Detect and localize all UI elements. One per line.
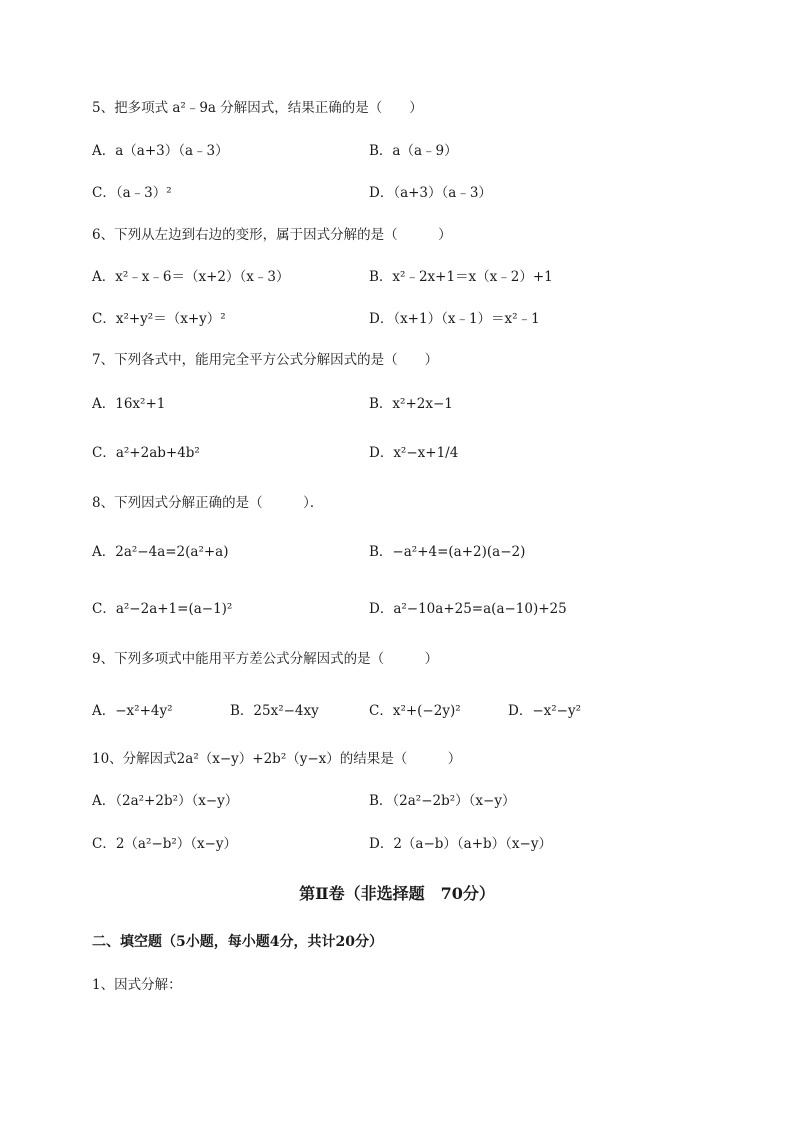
- question-8-stem: 8、下列因式分解正确的是（ ）．: [92, 495, 324, 511]
- question-6-option-d[interactable]: D．（x+1）（x﹣1）＝x²﹣1: [369, 311, 540, 327]
- question-5-stem: 5、把多项式 a²﹣9a 分解因式，结果正确的是（ ）: [92, 100, 423, 116]
- question-9-stem: 9、下列多项式中能用平方差公式分解因式的是（ ）: [92, 651, 439, 667]
- question-9-option-d[interactable]: D．−x²−y²: [508, 703, 582, 719]
- question-8-option-a[interactable]: A．2a²−4a=2(a²+a): [92, 544, 229, 560]
- question-5-option-d[interactable]: D．（a+3）（a﹣3）: [369, 185, 492, 201]
- question-7-option-c[interactable]: C．a²+2ab+4b²: [92, 445, 200, 461]
- question-8-option-c[interactable]: C．a²−2a+1=(a−1)²: [92, 601, 233, 617]
- fill-question-1-stem: 1、因式分解：: [92, 977, 182, 993]
- question-6-option-c[interactable]: C．x²+y²＝（x+y）²: [92, 311, 226, 327]
- question-7-option-b[interactable]: B．x²+2x−1: [369, 396, 453, 412]
- question-5-option-c[interactable]: C．（a﹣3）²: [92, 185, 172, 201]
- question-9-option-c[interactable]: C．x²+(−2y)²: [369, 703, 461, 719]
- question-10-option-a[interactable]: A．（2a²+2b²）（x−y）: [92, 793, 239, 809]
- question-9-option-b[interactable]: B．25x²−4xy: [230, 703, 319, 719]
- question-10-option-d[interactable]: D．2（a−b）（a+b）（x−y）: [369, 836, 552, 852]
- section-2-heading: 二、填空题（5小题，每小题4分，共计20分）: [92, 934, 383, 950]
- section-2-title: 第Ⅱ卷（非选择题 70分）: [299, 884, 495, 903]
- question-7-option-a[interactable]: A．16x²+1: [92, 396, 166, 412]
- question-7-option-d[interactable]: D．x²−x+1/4: [369, 445, 459, 461]
- question-7-stem: 7、下列各式中，能用完全平方公式分解因式的是（ ）: [92, 352, 439, 368]
- question-9-option-a[interactable]: A．−x²+4y²: [92, 703, 173, 719]
- question-6-option-a[interactable]: A．x²﹣x﹣6＝（x+2）（x﹣3）: [92, 269, 290, 285]
- question-6-stem: 6、下列从左边到右边的变形，属于因式分解的是（ ）: [92, 227, 452, 243]
- question-10-option-b[interactable]: B．（2a²−2b²）（x−y）: [369, 793, 516, 809]
- question-10-option-c[interactable]: C．2（a²−b²）（x−y）: [92, 836, 238, 852]
- question-8-option-d[interactable]: D．a²−10a+25=a(a−10)+25: [369, 601, 567, 617]
- question-8-option-b[interactable]: B．−a²+4=(a+2)(a−2): [369, 544, 526, 560]
- question-5-option-b[interactable]: B．a（a﹣9）: [369, 143, 458, 159]
- question-5-option-a[interactable]: A．a（a+3）（a﹣3）: [92, 143, 229, 159]
- question-10-stem: 10、分解因式2a²（x−y）+2b²（y−x）的结果是（ ）: [92, 751, 462, 767]
- question-6-option-b[interactable]: B．x²﹣2x+1＝x（x﹣2）+1: [369, 269, 553, 285]
